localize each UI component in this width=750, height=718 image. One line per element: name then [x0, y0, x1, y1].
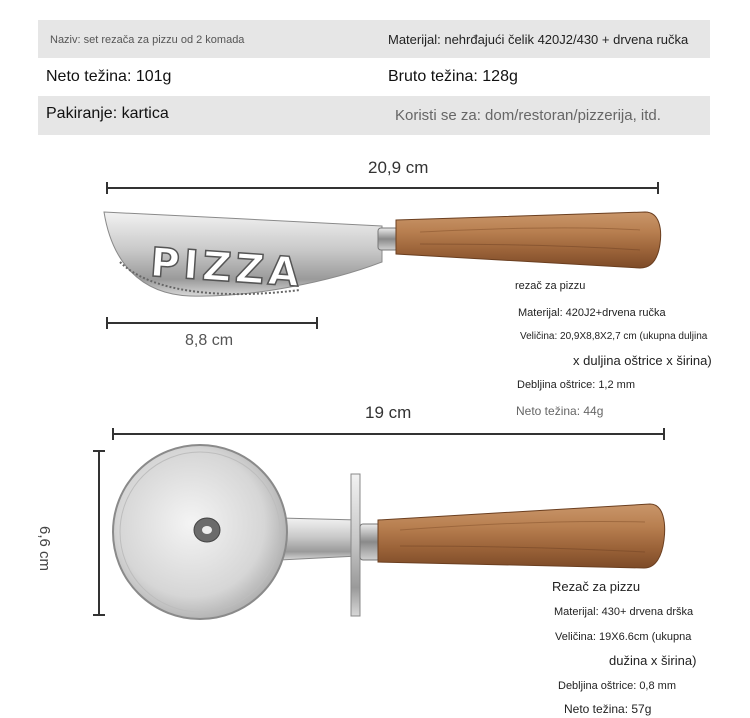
knife-size-line1: Veličina: 20,9X8,8X2,7 cm (ukupna duljina [520, 331, 708, 342]
wheel-weight: Neto težina: 57g [564, 702, 652, 716]
wheel-thickness: Debljina oštrice: 0,8 mm [558, 680, 676, 692]
wheel-material: Materijal: 430+ drvena drška [554, 606, 694, 618]
wheel-size-line1: Veličina: 19X6.6cm (ukupna [555, 631, 692, 643]
knife-blade-text: PIZZA [148, 239, 305, 297]
wheel-height-dimension [93, 451, 105, 615]
knife-blade-length-label: 8,8 cm [185, 332, 234, 349]
wheel-ferrule [360, 524, 380, 560]
knife-weight: Neto težina: 44g [516, 404, 604, 418]
knife-length-label: 20,9 cm [368, 158, 429, 177]
wheel-handle [378, 504, 665, 568]
knife-title: rezač za pizzu [515, 280, 586, 292]
wheel-title: Rezač za pizzu [552, 579, 641, 594]
knife-handle [396, 212, 661, 268]
knife-length-dimension [107, 182, 658, 194]
wheel-height-label: 6,6 cm [36, 526, 53, 572]
spec-net-weight: Neto težina: 101g [46, 68, 172, 85]
spec-packaging: Pakiranje: kartica [46, 105, 169, 122]
wheel-length-label: 19 cm [365, 403, 412, 422]
wheel-size-line2: dužina x širina) [609, 653, 697, 668]
knife-material: Materijal: 420J2+drvena ručka [518, 307, 666, 319]
spec-material: Materijal: nehrđajući čelik 420J2/430 + drvena ručka [388, 32, 689, 47]
spec-usage: Koristi se za: dom/restoran/pizzerija, itd. [395, 107, 661, 124]
knife-ferrule [378, 228, 398, 250]
spec-name: Naziv: set rezača za pizzu od 2 komada [50, 34, 245, 46]
knife-size-line2: x duljina oštrice x širina) [573, 353, 712, 368]
knife-thickness: Debljina oštrice: 1,2 mm [517, 379, 635, 391]
knife-blade-dimension [107, 317, 317, 329]
spec-gross-weight: Bruto težina: 128g [388, 68, 518, 85]
wheel-length-dimension [113, 428, 664, 440]
wheel-arm [280, 518, 358, 560]
wheel-guard [351, 474, 360, 616]
